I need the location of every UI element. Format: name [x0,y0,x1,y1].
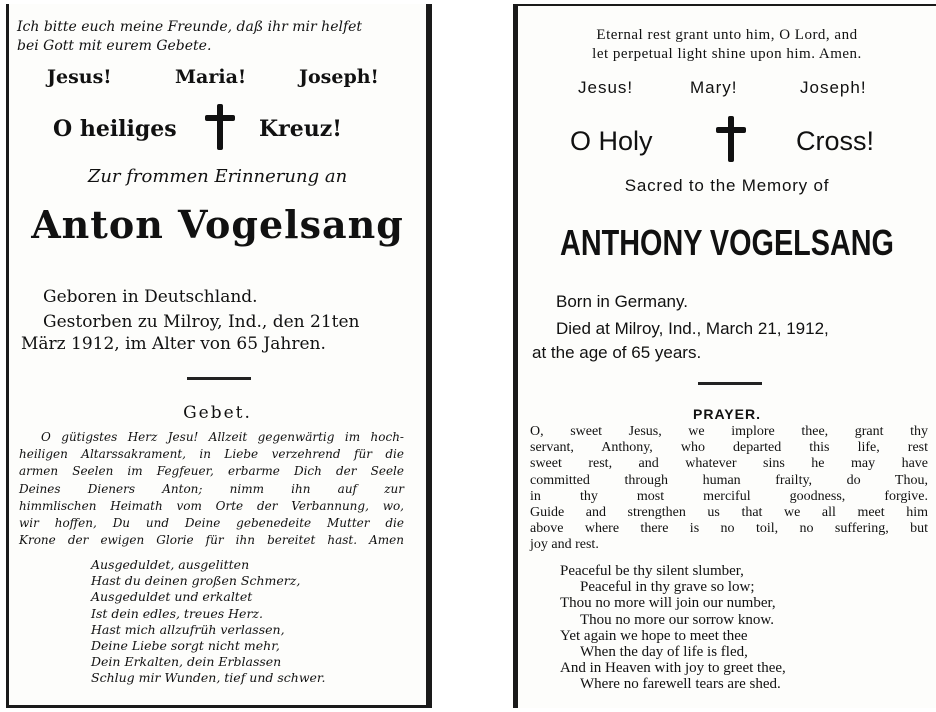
german-name-joseph: Joseph! [299,66,379,88]
english-died-line: Died at Milroy, Ind., March 21, 1912, [556,319,829,338]
english-prayer-line: O, sweet Jesus, we implore thee, grant thy [530,424,928,439]
english-cross-left-text: O Holy [570,126,653,156]
english-died-line: at the age of 65 years. [532,343,702,362]
german-divider [187,377,251,380]
english-memorial-card [513,4,936,708]
german-memory-line: Zur frommen Erinnerung an [87,166,348,187]
english-divider [698,382,762,385]
english-poem [560,563,786,693]
german-poem [91,557,326,687]
german-died-line: März 1912, im Alter von 65 Jahren. [21,334,326,354]
english-poem-line: Thou no more our sorrow know. [580,611,774,628]
german-poem-line: Deine Liebe sorgt nicht mehr, [91,638,280,654]
german-prayer-title: Gebet. [183,403,252,423]
english-poem-line: Yet again we hope to meet thee [560,627,748,644]
english-prayer-title: PRAYER. [693,406,761,422]
german-deceased-name: Anton Vogelsang [31,202,404,247]
english-poem-line: Peaceful be thy silent slumber, [560,563,744,579]
english-poem-line: Thou no more will join our number, [560,595,776,612]
german-prayer-line: himmlischen Heimath vom Orte der Verbannung, wo, [19,498,404,513]
german-prayer-line: O gütigstes Herz Jesu! Allzeit gegenwärtig im hoch- [41,430,404,444]
english-poem-line: Where no farewell tears are shed. [580,676,781,693]
cross-icon [205,104,235,150]
german-cross-left-text: O heiliges [53,116,177,142]
english-prayer-line: committed through human frailty, do Thou, [530,472,928,488]
english-name-jesus: Jesus! [578,78,634,97]
german-memorial-card [6,4,432,708]
english-name-mary: Mary! [690,78,738,97]
german-name-jesus: Jesus! [47,66,112,88]
german-prayer-text [19,429,404,549]
english-deceased-name: ANTHONY VOGELSANG [560,222,894,263]
english-prayer-line: above where there is no toil, no suffering, but [530,521,928,537]
english-poem-line: When the day of life is fled, [580,644,748,661]
german-prayer-line: wir hoffen, Du und Deine gebenedeite Mutter die [19,516,404,531]
english-prayer-line: servant, Anthony, who departed this life, rest [530,440,928,456]
english-prayer-line: in thy most merciful goodness, forgive. [530,488,928,504]
english-name-joseph: Joseph! [800,78,867,97]
english-prayer-text [530,424,928,554]
english-prayer-line: joy and rest. [530,537,599,553]
german-died-line: Gestorben zu Milroy, Ind., den 21ten [43,312,360,332]
english-intro-line: Eternal rest grant unto him, O Lord, and [596,27,858,43]
german-poem-line: Hast du deinen großen Schmerz, [91,573,301,589]
german-intro-line: Ich bitte euch meine Freunde, daß ihr mir helfet [17,19,363,35]
german-prayer-line: heiligen Altarssakrament, in Liebe verzehrend für die [19,447,404,462]
english-poem-line: And in Heaven with joy to greet thee, [560,660,786,677]
german-prayer-line: Krone der ewigen Glorie für ihn bereitet hast. Amen [19,533,404,548]
german-poem-line: Ist dein edles, treues Herz. [91,605,263,621]
english-poem-line: Peaceful in thy grave so low; [580,579,755,596]
german-cross-right-text: Kreuz! [259,116,342,142]
german-poem-line: Ausgeduldet und erkaltet [91,589,253,605]
german-poem-line: Ausgeduldet, ausgelitten [91,557,250,572]
german-prayer-line: armen Seelen im Fegfeuer, erbarme Dich der Seele [19,464,404,479]
english-intro-line: let perpetual light shine upon him. Amen. [592,46,862,62]
german-intro-line: bei Gott mit eurem Gebete. [17,38,212,54]
german-name-maria: Maria! [175,66,247,88]
german-poem-line: Hast mich allzufrüh verlassen, [91,621,285,637]
german-intro [17,18,362,56]
english-prayer-line: Guide and strengthen us that we all meet him [530,505,928,521]
german-born-line: Geboren in Deutschland. [43,287,258,307]
english-intro [518,26,936,64]
english-prayer-line: sweet rest, and whatever sins he may have [530,456,928,472]
english-cross-right-text: Cross! [796,126,875,156]
german-poem-line: Dein Erkalten, dein Erblassen [91,654,282,670]
german-prayer-line: Deines Dieners Anton; nimm ihn auf zur [19,481,404,496]
german-poem-line: Schlug mir Wunden, tief und schwer. [91,670,326,686]
english-born-line: Born in Germany. [556,292,688,311]
english-memory-line: Sacred to the Memory of [624,176,830,195]
cross-icon [716,116,746,162]
